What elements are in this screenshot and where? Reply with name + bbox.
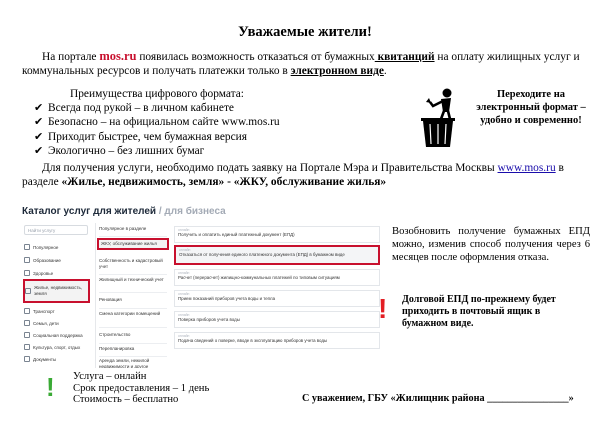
howto-paragraph <box>22 162 590 189</box>
service-card[interactable] <box>174 269 380 286</box>
subcategory-item[interactable]: Строительство <box>99 332 131 337</box>
subcategory-item[interactable]: Собственность и кадастровый учет <box>99 258 163 269</box>
subcategory-item[interactable]: Популярное в разделе <box>99 226 147 231</box>
service-tag: онлайн <box>178 228 190 232</box>
service-tag: онлайн <box>178 292 190 296</box>
check-icon: ✔ <box>34 101 44 114</box>
category-item[interactable] <box>24 267 90 279</box>
category-label: Транспорт <box>33 308 55 314</box>
subcategory-item-zhku[interactable]: ЖКУ, обслуживание жилья <box>97 238 169 250</box>
service-tag: онлайн <box>178 271 190 275</box>
service-title: Расчет (перерасчет) жилищно-коммунальных платежей по типовым ситуациям <box>178 275 340 280</box>
advantage-text: Приходит быстрее, чем бумажная версия <box>48 130 247 143</box>
service-card[interactable] <box>174 226 380 243</box>
category-item[interactable] <box>24 353 90 365</box>
note-line: удобно и современно! <box>480 115 582 126</box>
electronic-form-link[interactable]: электронном виде <box>290 65 384 77</box>
category-label: Популярное <box>33 244 59 250</box>
document-icon <box>24 356 30 362</box>
exclamation-icon: ! <box>46 372 55 402</box>
advantage-item <box>34 130 280 144</box>
category-sidebar <box>22 223 92 368</box>
advantage-item <box>34 115 280 129</box>
catalog-business-link[interactable]: / для бизнеса <box>156 206 226 217</box>
service-title: Прием показаний приборов учета воды и тепла <box>178 296 276 301</box>
category-item[interactable] <box>24 241 90 253</box>
service-tag: онлайн <box>178 334 190 338</box>
resume-paper-note: Возобновить получение бумажных ЕПД можно, изменив способ получения через 6 месяцев после оформления отказа. <box>392 226 590 263</box>
exclamation-icon: ! <box>378 293 388 324</box>
service-list <box>172 223 382 368</box>
catalog-screenshot <box>22 206 382 368</box>
service-tag: онлайн <box>178 313 190 317</box>
switch-format-note <box>466 88 596 127</box>
service-title: Получить и оплатить единый платежный документ (ЕПД) <box>178 232 295 237</box>
subcategory-item[interactable]: Реновация <box>99 297 122 302</box>
category-item[interactable] <box>24 329 90 341</box>
receipts-link[interactable]: квитанций <box>374 51 435 63</box>
support-icon <box>24 332 30 338</box>
star-icon <box>24 244 30 250</box>
intro-text: На портале <box>42 51 100 63</box>
debt-receipt-note: Долговой ЕПД по-прежнему будет приходить в почтовый ящик в бумажном виде. <box>402 294 556 329</box>
mos-ru-link[interactable]: www.mos.ru <box>497 162 556 174</box>
subcategory-item[interactable]: Смена категории помещений <box>99 311 161 316</box>
advantages-title: Преимущества цифрового формата: <box>70 88 244 100</box>
advantages-list <box>34 101 280 159</box>
page-title: Уважаемые жители! <box>238 24 372 40</box>
section-path: «Жилье, недвижимость, земля» - «ЖКУ, обслуживание жилья» <box>61 175 387 188</box>
subcategory-item[interactable]: Жилищный и технический учет <box>99 277 164 282</box>
service-card[interactable] <box>174 290 380 307</box>
intro-paragraph <box>22 49 600 78</box>
advantage-text: Всегда под рукой – в личном кабинете <box>48 102 234 114</box>
advantage-text: Безопасно – на официальном сайте www.mos.ru <box>48 116 280 129</box>
catalog-title-text: Каталог услуг для жителей <box>22 206 157 217</box>
intro-text: появилась возможность отказаться от бумажных <box>136 51 375 63</box>
trash-bin-icon <box>417 88 469 148</box>
service-info <box>73 371 209 406</box>
signature: С уважением, ГБУ «Жилищник района ________________» <box>302 393 574 404</box>
check-icon: ✔ <box>34 144 44 158</box>
advantage-item <box>34 101 280 115</box>
service-card-refuse-paper[interactable] <box>174 245 380 265</box>
service-cost: Стоимость – бесплатно <box>73 394 179 405</box>
howto-text: в разделе <box>22 162 564 188</box>
category-label: Образование <box>33 257 61 263</box>
category-item[interactable] <box>24 254 90 266</box>
note-line: Переходите на <box>496 89 566 100</box>
category-item-housing[interactable] <box>23 279 90 303</box>
health-icon <box>24 270 30 276</box>
category-item[interactable] <box>24 305 90 317</box>
category-label: Семья, дети <box>33 320 59 326</box>
service-title: Отказаться от получения единого платежного документа (ЕПД) в бумажном виде <box>179 252 345 257</box>
category-item[interactable] <box>24 317 90 329</box>
advantage-text: Экологично – без лишних бумаг <box>48 145 205 158</box>
subcategory-item[interactable]: Аренда земли, нежилой недвижимости и другое <box>99 358 150 368</box>
category-label: Культура, спорт, отдых <box>33 344 81 350</box>
note-line: электронный формат – <box>476 102 586 113</box>
category-label: Документы <box>33 356 57 362</box>
search-input[interactable]: Найти услугу <box>24 225 88 235</box>
service-card[interactable] <box>174 311 380 328</box>
service-mode: Услуга – онлайн <box>73 371 147 382</box>
service-tag: онлайн <box>179 248 191 252</box>
advantage-item <box>34 144 280 158</box>
category-label: Здоровье <box>33 270 54 276</box>
check-icon: ✔ <box>34 129 44 143</box>
family-icon <box>24 320 30 326</box>
intro-text: . <box>383 65 387 77</box>
category-label: Жилье, недвижимость, земля <box>34 285 83 296</box>
check-icon: ✔ <box>34 115 44 129</box>
category-item[interactable] <box>24 341 90 353</box>
subcategory-column <box>95 223 169 368</box>
culture-icon <box>24 344 30 350</box>
howto-text: Для получения услуги, необходимо подать заявку на Портале Мэра и Правительства Москвы <box>42 162 498 174</box>
intro-text: на оплату жилищных услуг и коммунальных ресурсов и получать платежки только в <box>22 51 580 77</box>
service-title: Подача сведений о поверке, вводе в эксплуатацию приборов учета воды <box>178 338 328 343</box>
service-title: Поверка приборов учета воды <box>178 317 240 322</box>
service-duration: Срок предоставления – 1 день <box>73 382 210 394</box>
service-card[interactable] <box>174 332 380 349</box>
bus-icon <box>24 308 30 314</box>
brand-name: mos.ru <box>99 49 137 63</box>
subcategory-item[interactable]: Перепланировка <box>99 346 135 351</box>
catalog-title <box>22 206 226 217</box>
category-label: Социальная поддержка <box>33 332 83 338</box>
education-icon <box>24 257 30 263</box>
house-icon <box>25 288 31 294</box>
